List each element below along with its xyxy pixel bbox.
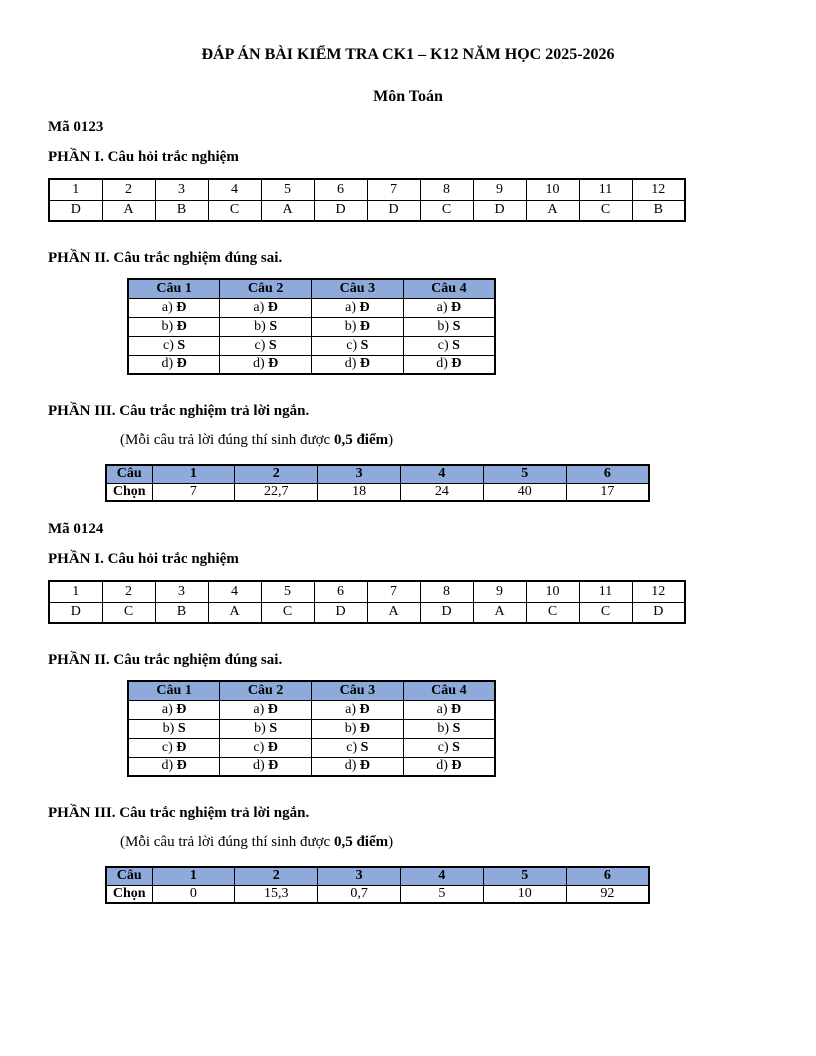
question-number-cell: 12 [632, 581, 685, 602]
question-number-cell: 2 [235, 465, 318, 483]
note-text-suffix: ) [388, 432, 394, 448]
answer-cell: 10 [483, 885, 566, 903]
answer-cell: b) S [220, 317, 312, 336]
question-number-cell: 2 [102, 581, 155, 602]
question-number-cell: 10 [526, 179, 579, 200]
note-text-prefix: (Mỗi câu trả lời đúng thí sinh được [120, 432, 334, 448]
answer-cell: B [632, 200, 685, 221]
answer-cell: c) S [403, 336, 495, 355]
answer-cell: C [102, 602, 155, 623]
question-number-cell: 6 [314, 581, 367, 602]
answer-cell: c) S [128, 336, 220, 355]
document-title: ĐÁP ÁN BÀI KIỂM TRA CK1 – K12 NĂM HỌC 2025-2026 [201, 46, 615, 63]
answer-cell: A [208, 602, 261, 623]
note-text-prefix: (Mỗi câu trả lời đúng thí sinh được [120, 834, 334, 850]
question-number-cell: 12 [632, 179, 685, 200]
answer-cell: d) Đ [312, 757, 404, 776]
question-number-cell: 9 [473, 179, 526, 200]
answer-cell: a) Đ [403, 700, 495, 719]
exam-code: Mã 0124 [48, 521, 104, 537]
column-header-cell: Câu 2 [220, 681, 312, 700]
answer-cell: b) Đ [312, 719, 404, 738]
note-text-bold: 0,5 điểm [333, 834, 389, 850]
answer-cell: 92 [566, 885, 649, 903]
answer-cell: b) S [403, 317, 495, 336]
answer-cell: D [314, 200, 367, 221]
answer-cell: 0,7 [318, 885, 401, 903]
section-ma-0123 [48, 118, 768, 502]
answer-cell: b) Đ [312, 317, 404, 336]
question-number-cell: 6 [566, 867, 649, 885]
answer-cell: a) Đ [128, 700, 220, 719]
part2-heading: PHẦN II. Câu trắc nghiệm đúng sai. [48, 250, 283, 266]
question-number-cell: 5 [483, 867, 566, 885]
question-number-cell: 11 [579, 179, 632, 200]
answer-cell: a) Đ [312, 298, 404, 317]
answer-cell: c) Đ [220, 738, 312, 757]
answer-cell: C [261, 602, 314, 623]
note-text-suffix: ) [388, 834, 394, 850]
part3-note [120, 833, 768, 852]
question-number-cell: 5 [483, 465, 566, 483]
part2-answer-table [127, 680, 496, 777]
answer-cell: 18 [318, 483, 401, 501]
question-number-cell: 3 [155, 179, 208, 200]
answer-cell: C [579, 200, 632, 221]
answer-cell: D [632, 602, 685, 623]
answer-cell: d) Đ [220, 355, 312, 374]
part3-answer-table [105, 866, 650, 904]
question-number-cell: 4 [400, 867, 483, 885]
answer-cell: D [420, 602, 473, 623]
question-number-cell: 3 [155, 581, 208, 602]
question-number-cell: 2 [102, 179, 155, 200]
answer-cell: d) Đ [403, 757, 495, 776]
answer-cell: 15,3 [235, 885, 318, 903]
answer-cell: a) Đ [312, 700, 404, 719]
question-number-cell: 4 [400, 465, 483, 483]
answer-cell: D [367, 200, 420, 221]
question-number-cell: 5 [261, 581, 314, 602]
answer-cell: 17 [566, 483, 649, 501]
part3-note [120, 431, 768, 450]
answer-cell: D [473, 200, 526, 221]
question-number-cell: 1 [152, 867, 235, 885]
answer-cell: 40 [483, 483, 566, 501]
question-number-cell: 7 [367, 581, 420, 602]
question-number-cell: 6 [314, 179, 367, 200]
answer-cell: 0 [152, 885, 235, 903]
part1-heading: PHẦN I. Câu hỏi trắc nghiệm [48, 149, 239, 165]
question-number-cell: 11 [579, 581, 632, 602]
answer-cell: A [261, 200, 314, 221]
row-label-cell: Chọn [106, 885, 152, 903]
answer-cell: b) S [220, 719, 312, 738]
answer-cell: c) S [403, 738, 495, 757]
row-label-cell: Chọn [106, 483, 152, 501]
part2-answer-table [127, 278, 496, 375]
answer-cell: d) Đ [128, 355, 220, 374]
answer-cell: d) Đ [403, 355, 495, 374]
exam-code: Mã 0123 [48, 119, 104, 135]
question-number-cell: 10 [526, 581, 579, 602]
answer-cell: b) Đ [128, 317, 220, 336]
column-header-cell: Câu 1 [128, 681, 220, 700]
answer-cell: 7 [152, 483, 235, 501]
answer-cell: a) Đ [403, 298, 495, 317]
answer-cell: b) S [128, 719, 220, 738]
answer-cell: D [314, 602, 367, 623]
answer-cell: a) Đ [128, 298, 220, 317]
subject-title: Môn Toán [373, 88, 443, 105]
question-number-cell: 5 [261, 179, 314, 200]
answer-cell: c) S [220, 336, 312, 355]
question-number-cell: 1 [152, 465, 235, 483]
answer-cell: C [208, 200, 261, 221]
part1-answer-table [48, 178, 686, 222]
row-label-cell: Câu [106, 465, 152, 483]
row-label-cell: Câu [106, 867, 152, 885]
question-number-cell: 4 [208, 179, 261, 200]
answer-cell: d) Đ [220, 757, 312, 776]
column-header-cell: Câu 1 [128, 279, 220, 298]
question-number-cell: 2 [235, 867, 318, 885]
answer-cell: 5 [400, 885, 483, 903]
question-number-cell: 3 [318, 867, 401, 885]
column-header-cell: Câu 4 [403, 681, 495, 700]
part2-heading: PHẦN II. Câu trắc nghiệm đúng sai. [48, 652, 283, 668]
answer-cell: A [102, 200, 155, 221]
part1-heading: PHẦN I. Câu hỏi trắc nghiệm [48, 551, 239, 567]
answer-cell: 24 [400, 483, 483, 501]
part3-heading: PHẦN III. Câu trắc nghiệm trả lời ngắn. [48, 403, 310, 419]
column-header-cell: Câu 3 [312, 279, 404, 298]
part1-answer-table [48, 580, 686, 624]
answer-cell: C [526, 602, 579, 623]
answer-cell: A [526, 200, 579, 221]
answer-cell: c) S [312, 738, 404, 757]
answer-cell: B [155, 200, 208, 221]
answer-cell: b) S [403, 719, 495, 738]
question-number-cell: 8 [420, 581, 473, 602]
answer-cell: A [473, 602, 526, 623]
answer-cell: d) Đ [128, 757, 220, 776]
column-header-cell: Câu 3 [312, 681, 404, 700]
question-number-cell: 3 [318, 465, 401, 483]
note-text-bold: 0,5 điểm [333, 432, 389, 448]
answer-cell: A [367, 602, 420, 623]
column-header-cell: Câu 2 [220, 279, 312, 298]
question-number-cell: 4 [208, 581, 261, 602]
part3-heading: PHẦN III. Câu trắc nghiệm trả lời ngắn. [48, 805, 310, 821]
question-number-cell: 1 [49, 581, 102, 602]
part3-answer-table [105, 464, 650, 502]
question-number-cell: 9 [473, 581, 526, 602]
answer-cell: a) Đ [220, 700, 312, 719]
answer-cell: C [420, 200, 473, 221]
answer-cell: B [155, 602, 208, 623]
answer-cell: c) S [312, 336, 404, 355]
answer-cell: d) Đ [312, 355, 404, 374]
column-header-cell: Câu 4 [403, 279, 495, 298]
answer-cell: C [579, 602, 632, 623]
answer-cell: 22,7 [235, 483, 318, 501]
answer-cell: a) Đ [220, 298, 312, 317]
question-number-cell: 8 [420, 179, 473, 200]
answer-cell: D [49, 602, 102, 623]
section-ma-0124 [48, 520, 768, 904]
answer-cell: c) Đ [128, 738, 220, 757]
question-number-cell: 7 [367, 179, 420, 200]
answer-cell: D [49, 200, 102, 221]
question-number-cell: 6 [566, 465, 649, 483]
question-number-cell: 1 [49, 179, 102, 200]
